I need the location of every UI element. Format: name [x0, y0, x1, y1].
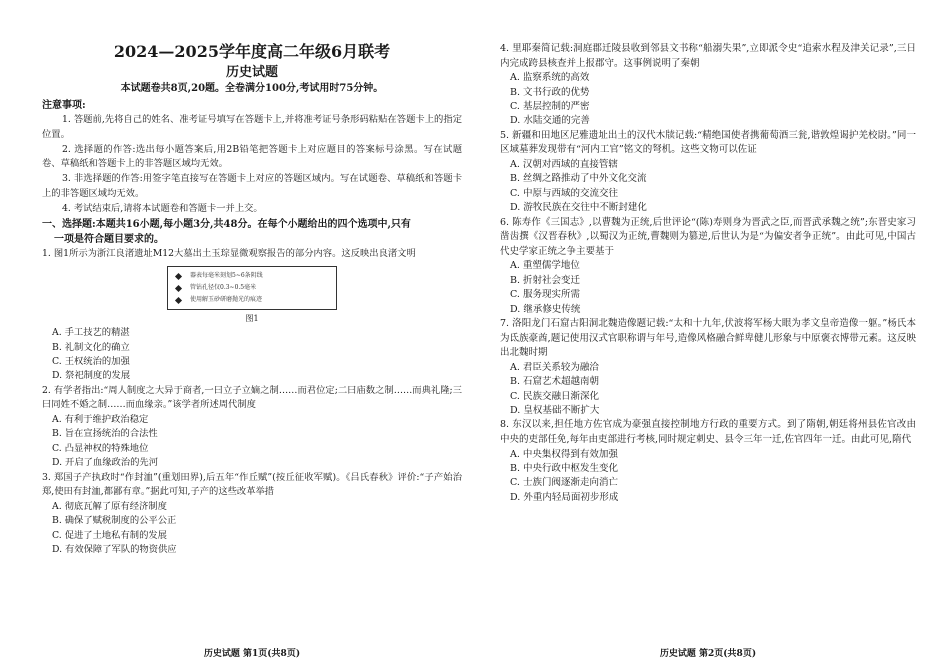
option-c: C. 服务现实所需 [510, 289, 580, 301]
option-b: B. 石窟艺术超越南朝 [510, 376, 600, 388]
option-a: A. 中央集权得到有效加强 [510, 448, 618, 460]
option-b: B. 文书行政的优势 [510, 86, 590, 98]
option-d: D. 有效保障了军队的物资供应 [52, 544, 177, 556]
option-a: A. 君臣关系较为融洽 [510, 361, 599, 373]
page-2 [478, 0, 950, 672]
option-a: A. 汉朝对西域的直接管辖 [510, 159, 618, 170]
option-b: B. 旨在宣扬统治的合法性 [52, 428, 158, 440]
option-d: D. 祭祀制度的发展 [52, 370, 131, 382]
figure-item: 管钻孔径仅0.3~0.5毫米 [190, 284, 257, 292]
figure-item: 器表每毫米刻划5~6条阴线 [190, 272, 263, 280]
option-d: D. 继承修史传统 [510, 303, 581, 315]
question-stem: 5. 新疆和田地区尼雅遗址出土的汉代木牍记载:“精绝国使者携葡萄酒三瓮,谐敦煌谒护羌校尉。”同一区域墓葬发现带有“河内工官”铭文的弩机。这些文物可以佐证 [500, 129, 916, 156]
exam-meta: 本试题卷共8页,20题。全卷满分100分,考试用时75分钟。 [120, 83, 384, 94]
section-heading-line-2: 一项是符合题目要求的。 [54, 233, 164, 245]
figure-item: 使用解玉砂研磨抛光的痕迹 [190, 296, 263, 304]
question-stem: 1. 图1所示为浙江良渚遗址M12大墓出土玉琮显微观察报告的部分内容。这反映出良渚文明 [42, 247, 416, 259]
option-d: D. 皇权基础不断扩大 [510, 405, 600, 417]
question-1 [42, 247, 462, 384]
note-item: 4. 考试结束后,请将本试题卷和答题卡一并上交。 [62, 202, 263, 214]
option-c: C. 凸显神权的特殊地位 [52, 442, 149, 454]
question-5 [500, 129, 916, 216]
notes-heading: 注意事项: [42, 100, 86, 111]
option-d: D. 开启了血缘政治的先河 [52, 457, 159, 469]
option-a: A. 有利于维护政治稳定 [52, 413, 149, 425]
option-c: C. 民族交融日渐深化 [510, 390, 599, 402]
question-stem: 4. 里耶秦简记载:洞庭郡迁陵县收到邻县文书称“船溺失果”,立即派令史“追索水程及津关记录”,三日内完成跨县核查并上报郡守。这事例说明了秦朝 [500, 43, 916, 69]
diamond-bullet-icon [175, 297, 182, 304]
option-a: A. 彻底瓦解了原有经济制度 [52, 500, 167, 512]
option-b: B. 礼制文化的确立 [52, 341, 130, 353]
page-footer: 历史试题 第2页(共8页) [659, 649, 757, 659]
figure-row [176, 270, 330, 282]
option-a: A. 监察系统的高效 [510, 72, 590, 84]
diamond-bullet-icon [175, 273, 182, 280]
question-stem: 2. 有学者指出:“周人制度之大异于商者,一曰立子立嫡之制……而君位定;二曰庙数之制……而典礼隆;三曰同姓不婚之制……而血缘亲。”该学者所述周代制度 [42, 384, 462, 411]
option-c: C. 士族门阀逐渐走向消亡 [510, 477, 618, 489]
question-stem: 6. 陈寿作《三国志》,以曹魏为正统,后世评论“(陈)寿则身为晋武之臣,而晋武承魏之统”;东晋史家习凿齿撰《汉晋春秋》,以蜀汉为正统,曹魏则为篡逆,后世认为是“为偏安者争正统”。由此可见,中国古代史学家正统之争主要基于 [500, 216, 916, 257]
question-2 [42, 384, 462, 471]
option-c: C. 促进了土地私有制的发展 [52, 529, 167, 541]
question-7 [500, 317, 916, 418]
diamond-bullet-icon [175, 285, 182, 292]
option-d: D. 外重内轻局面初步形成 [510, 491, 619, 503]
note-item: 1. 答题前,先将自己的姓名、准考证号填写在答题卡上,并将准考证号条形码粘贴在答题卡上的指定位置。 [42, 114, 462, 140]
page-footer: 历史试题 第1页(共8页) [203, 649, 301, 659]
question-4 [500, 42, 916, 129]
question-stem: 7. 洛阳龙门石窟古阳洞北魏造像题记载:“太和十九年,伏波将军杨大眼为孝文皇帝造像一躯。”杨氏本为氐族豪酋,题记使用汉式官职称谓与年号,造像风格融合鲜卑健儿形象与中原褒衣博带元素。这反映出北魏时期 [500, 318, 916, 359]
figure-row [176, 294, 330, 306]
figure-1-box [167, 266, 337, 310]
option-a: A. 重塑儒学地位 [510, 260, 580, 272]
exam-subject: 历史试题 [225, 65, 278, 80]
figure-caption: 图1 [245, 314, 259, 324]
section-heading-line-1: 一、选择题:本题共16小题,每小题3分,共48分。在每个小题给出的四个选项中,只有 [42, 218, 411, 230]
option-c: C. 基层控制的严密 [510, 101, 590, 112]
section-heading [42, 217, 462, 247]
question-stem: 3. 郑国子产执政时“作封洫”(重划田界),后五年“作丘赋”(按丘征收军赋)。《吕氏春秋》评价:“子产始治郑,使田有封洫,都鄙有章。”据此可知,子产的这些改革举措 [42, 471, 462, 498]
note-item: 2. 选择题的作答:选出每小题答案后,用2B铅笔把答题卡上对应题目的答案标号涂黑。写在试题卷、草稿纸和答题卡上的非答题区域均无效。 [42, 143, 462, 170]
option-b: B. 确保了赋税制度的公平公正 [52, 515, 177, 527]
question-8 [500, 418, 916, 505]
option-d: D. 水陆交通的完善 [510, 115, 590, 127]
option-a: A. 手工技艺的精湛 [52, 327, 130, 339]
question-stem: 8. 东汉以来,担任地方佐官成为豪强直接控制地方行政的重要方式。到了隋朝,朝廷将州县佐官改由中央的吏部任免,每年由吏部进行考核,同时规定刺史、县令三年一迁,佐官四年一迁。由此可见,隋代 [500, 419, 916, 446]
option-d: D. 游牧民族在交往中不断封建化 [510, 202, 647, 214]
option-b: B. 丝绸之路推动了中外文化交流 [510, 173, 647, 185]
figure-row [176, 282, 330, 294]
question-6 [500, 216, 916, 317]
option-b: B. 折射社会变迁 [510, 274, 581, 286]
question-3 [42, 471, 462, 558]
note-item: 3. 非选择题的作答:用签字笔直接写在答题卡上对应的答题区域内。写在试题卷、草稿纸和答题卡上的非答题区域均无效。 [42, 173, 462, 199]
option-c: C. 中原与西域的交流交往 [510, 187, 618, 199]
option-b: B. 中央行政中枢发生变化 [510, 463, 619, 475]
option-c: C. 王权统治的加强 [52, 355, 130, 367]
exam-title: 2024—2025学年度高二年级6月联考 [113, 42, 391, 61]
